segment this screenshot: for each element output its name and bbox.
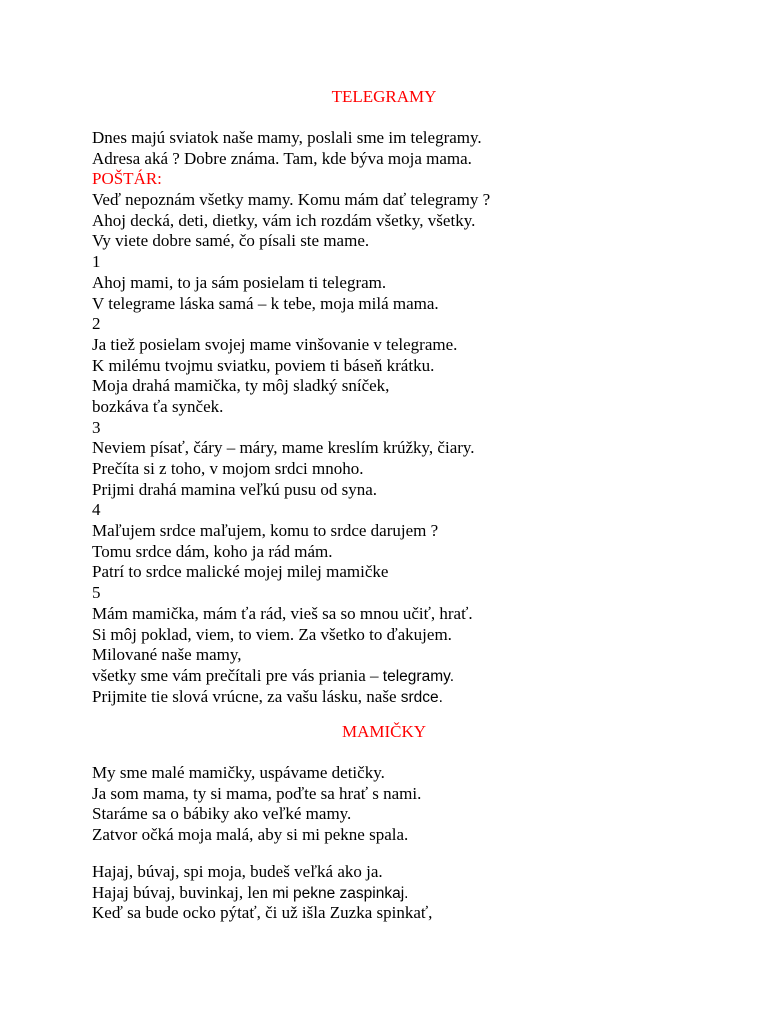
poem-line: Zatvor očká moja malá, aby si mi pekne spala. <box>92 825 409 845</box>
poem-line: Staráme sa o bábiky ako veľké mamy. <box>92 804 352 824</box>
poem-line: Patrí to srdce malické mojej milej mamičke <box>92 562 389 582</box>
poem-line: My sme malé mamičky, uspávame detičky. <box>92 763 385 782</box>
poem-line: Milované naše mamy, <box>92 645 242 665</box>
poem-line-part: Hajaj búvaj, buvinkaj, len <box>92 882 269 902</box>
poem-line <box>92 666 732 687</box>
poem-line: Maľujem srdce maľujem, komu to srdce darujem ? <box>92 521 439 541</box>
speaker-label: POŠTÁR: <box>92 169 162 189</box>
poem-line-part: Prijmite tie slová vrúcne, za vašu lásku, naše <box>92 686 397 706</box>
poem-line-part: telegramy. <box>382 667 455 685</box>
poem-line: Mám mamička, mám ťa rád, vieš sa so mnou učiť, hrať. <box>92 603 473 623</box>
poem-line: bozkáva ťa synček. <box>92 396 224 416</box>
poem-line: Ja som mama, ty si mama, poďte sa hrať s nami. <box>92 783 422 803</box>
verse-number: 1 <box>92 252 101 272</box>
poem-mamicky-stanza-1 <box>92 763 732 846</box>
poem-mamicky-stanza-2 <box>92 862 732 924</box>
poem-line: Prijmi drahá mamina veľkú pusu od syna. <box>92 479 377 499</box>
poem-line: Ahoj mami, to ja sám posielam ti telegram. <box>92 272 387 292</box>
title-telegramy: TELEGRAMY <box>331 87 437 106</box>
poem-line: V telegrame láska samá – k tebe, moja milá mama. <box>92 293 439 313</box>
poem-line-part: všetky sme vám prečítali pre vás priania – <box>92 665 379 685</box>
verse-number: 3 <box>92 417 101 437</box>
poem-line-part: srdce. <box>400 688 443 706</box>
verse-number: 2 <box>92 314 101 334</box>
poem-line: K milému tvojmu sviatku, poviem ti báseň krátku. <box>92 355 435 375</box>
poem-line: Dnes majú sviatok naše mamy, poslali sme im telegramy. <box>92 128 482 147</box>
poem-line-part: mi pekne zaspinkaj. <box>272 884 409 902</box>
poem-line: Moja drahá mamička, ty môj sladký sníček, <box>92 376 390 396</box>
poem-line: Tomu srdce dám, koho ja rád mám. <box>92 541 333 561</box>
poem-line: Vy viete dobre samé, čo písali ste mame. <box>92 231 370 251</box>
title-mamicky: MAMIČKY <box>341 722 427 741</box>
poem-line <box>92 883 732 904</box>
poem-line: Adresa aká ? Dobre známa. Tam, kde býva moja mama. <box>92 148 472 168</box>
poem-telegramy <box>92 128 732 707</box>
poem-line <box>92 687 732 708</box>
poem-line: Si môj poklad, viem, to viem. Za všetko to ďakujem. <box>92 624 452 644</box>
verse-number: 4 <box>92 500 101 520</box>
poem-line: Prečíta si z toho, v mojom srdci mnoho. <box>92 459 364 478</box>
poem-line: Veď nepoznám všetky mamy. Komu mám dať telegramy ? <box>92 190 491 210</box>
poem-line: Ja tiež posielam svojej mame vinšovanie v telegrame. <box>92 334 458 354</box>
poem-line: Hajaj, búvaj, spi moja, budeš veľká ako ja. <box>92 862 383 881</box>
verse-number: 5 <box>92 583 101 603</box>
poem-line: Ahoj decká, deti, dietky, vám ich rozdám všetky, všetky. <box>92 210 476 230</box>
poem-line: Keď sa bude ocko pýtať, či už išla Zuzka spinkať, <box>92 903 433 923</box>
poem-line: Neviem písať, čáry – máry, mame kreslím krúžky, čiary. <box>92 438 475 458</box>
